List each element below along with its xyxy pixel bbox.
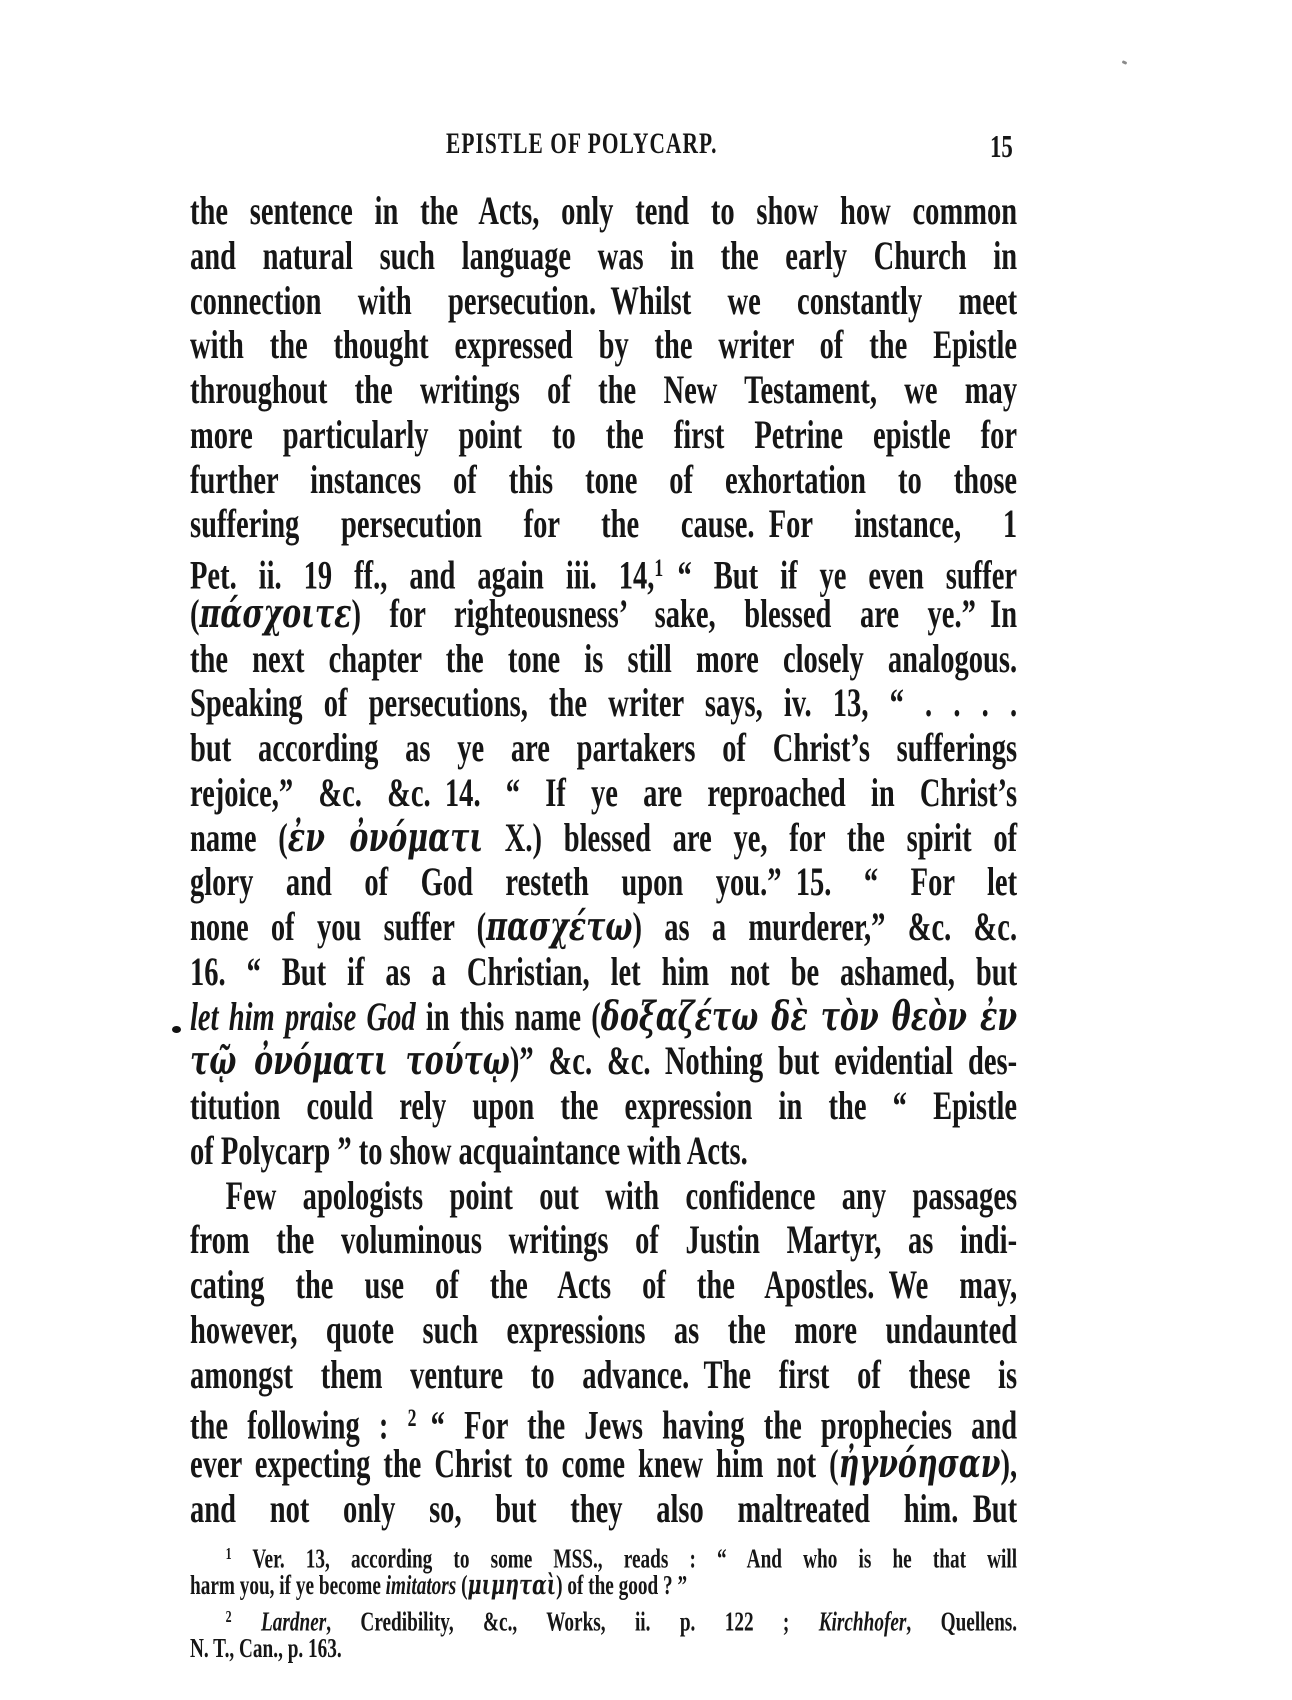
text-run: glory and of God resteth upon you.” 15. “ For let (190, 859, 1018, 905)
text-run: of Polycarp ” to show acquaintance with Acts. (190, 1127, 748, 1173)
text-run: from the voluminous writings of Justin Martyr, as indi- (190, 1217, 1018, 1263)
ink-dot (172, 1026, 181, 1033)
text-run: none of you suffer ( (190, 904, 487, 949)
text-line (190, 1397, 1018, 1448)
text-line (190, 279, 1017, 324)
text-run: amongst them venture to advance. The first of these is (190, 1351, 1018, 1397)
text-run: ) as a murderer,” &c. &c. (632, 904, 1018, 949)
text-line (190, 413, 1017, 458)
text-line (190, 1218, 1017, 1263)
text-line (190, 502, 1017, 547)
text-line (190, 323, 1017, 368)
text-run: the sentence in the Acts, only tend to show how common (190, 188, 1018, 233)
text-run: , Quellens. (906, 1606, 1018, 1637)
italic-text: Kirchhofer (818, 1606, 907, 1637)
text-line (190, 905, 1017, 950)
footnote-marker: 1 (225, 1544, 232, 1563)
text-line (190, 1263, 1017, 1308)
text-run: connection with persecution. Whilst we constantly meet (190, 277, 1018, 323)
text-run: Pet. ii. 19 ff., and again iii. 14, (190, 552, 655, 598)
text-run: “ But if ye even suffer (663, 552, 1018, 598)
text-line (190, 726, 1017, 771)
greek-text: μιμηταὶ (467, 1569, 557, 1601)
greek-text: τῷ ὀνόματι τούτῳ (190, 1037, 510, 1085)
italic-text: let him praise God (190, 993, 416, 1039)
text-line (190, 1538, 1018, 1574)
text-run: the following : (190, 1402, 408, 1448)
italic-text: imitators (385, 1569, 457, 1600)
text-line (190, 1084, 1017, 1129)
text-run: and natural such language was in the early Church in (190, 232, 1018, 278)
page-number: 15 (990, 128, 1013, 164)
text-line (190, 1353, 1017, 1398)
text-run: )” &c. &c. Nothing but evidential des- (509, 1038, 1018, 1084)
footnote-marker: 2 (407, 1405, 417, 1433)
text-line (190, 1570, 1017, 1602)
text-run: “ For the Jews having the prophecies and (416, 1402, 1018, 1448)
text-run: Speaking of persecutions, the writer says, iv. 13, “ . . . . (190, 680, 1018, 726)
text-line (190, 547, 1018, 598)
text-line (190, 1601, 1018, 1637)
text-line (190, 1487, 1017, 1532)
text-run: with the thought expressed by the writer of the Epistle (190, 322, 1018, 368)
footnote-marker: 2 (225, 1607, 232, 1627)
text-line (190, 1129, 1017, 1174)
text-line (190, 813, 1018, 861)
text-line (190, 681, 1017, 726)
running-head: EPISTLE OF POLYCARP. (446, 127, 718, 160)
text-line (190, 1174, 1017, 1219)
text-run: N. T., Can., p. 163. (190, 1633, 342, 1664)
text-line (190, 950, 1017, 995)
text-run: however, quote such expressions as the more undaunted (190, 1306, 1018, 1352)
text-run: more particularly point to the first Petrine epistle for (190, 411, 1018, 457)
text-line (190, 234, 1017, 279)
text-run: Ver. 13, according to some MSS., reads : “ And who is he that will (231, 1543, 1018, 1574)
text-run: harm you, if ye become (190, 1569, 386, 1600)
text-run: ) for righteousness’ sake, blessed are ye.” In (351, 590, 1018, 636)
text-run: ), (1000, 1441, 1018, 1486)
text-line (190, 368, 1017, 413)
text-run: further instances of this tone of exhortation to those (190, 456, 1018, 502)
text-run: , Credibility, &c., Works, ii. p. 122 ; (326, 1606, 819, 1637)
text-line (190, 1633, 1017, 1665)
footnote-marker: 1 (654, 555, 664, 582)
ink-speck (1122, 60, 1128, 65)
greek-text: πασχέτω (486, 903, 633, 950)
text-run: suffering persecution for the cause. For instance, 1 (190, 501, 1018, 547)
text-line (190, 860, 1017, 905)
text-run: ever expecting the Christ to come knew him not ( (190, 1441, 839, 1486)
text-line (190, 637, 1017, 682)
text-run: ( (190, 590, 200, 636)
body-text (190, 189, 1017, 1532)
text-run: throughout the writings of the New Testament, we may (190, 367, 1018, 412)
text-line (190, 1442, 1017, 1487)
text-line (190, 589, 1018, 637)
greek-text: πάσχοιτε (199, 589, 352, 637)
italic-text: Lardner (260, 1606, 327, 1637)
greek-text: ἐν ὀνόματι (287, 813, 484, 861)
text-run: but according as ye are partakers of Christ’s sufferings (190, 725, 1018, 770)
text-line (190, 1308, 1017, 1353)
text-run: rejoice,” &c. &c. 14. “ If ye are reproached in Christ’s (190, 769, 1018, 815)
greek-text: ἠγνόησαν (838, 1440, 1001, 1487)
text-line (190, 458, 1017, 503)
text-run: ( (456, 1569, 468, 1600)
text-run: X.) blessed are ye, for the spirit of (483, 814, 1018, 860)
text-line (190, 771, 1017, 816)
text-run: name ( (190, 814, 288, 860)
text-run: 16. “ But if as a Christian, let him not be ashamed, but (190, 948, 1018, 994)
text-run: ) of the good ? ” (556, 1569, 688, 1600)
text-line (190, 189, 1017, 234)
text-line (190, 992, 1018, 1040)
text-run: and not only so, but they also maltreated him. But (190, 1485, 1018, 1531)
footnotes (190, 1538, 1017, 1665)
text-line (190, 1039, 1017, 1084)
text-run: cating the use of the Acts of the Apostles. We may, (190, 1262, 1018, 1307)
text-run: titution could rely upon the expression in the “ Epistle (190, 1083, 1018, 1128)
text-run: Few apologists point out with confidence any passages (225, 1172, 1018, 1218)
text-run: the next chapter the tone is still more closely analogous. (190, 635, 1018, 681)
greek-text: δοξαζέτω δὲ τὸν θεὸν ἐν (600, 992, 1018, 1040)
text-run: in this name ( (415, 993, 601, 1039)
